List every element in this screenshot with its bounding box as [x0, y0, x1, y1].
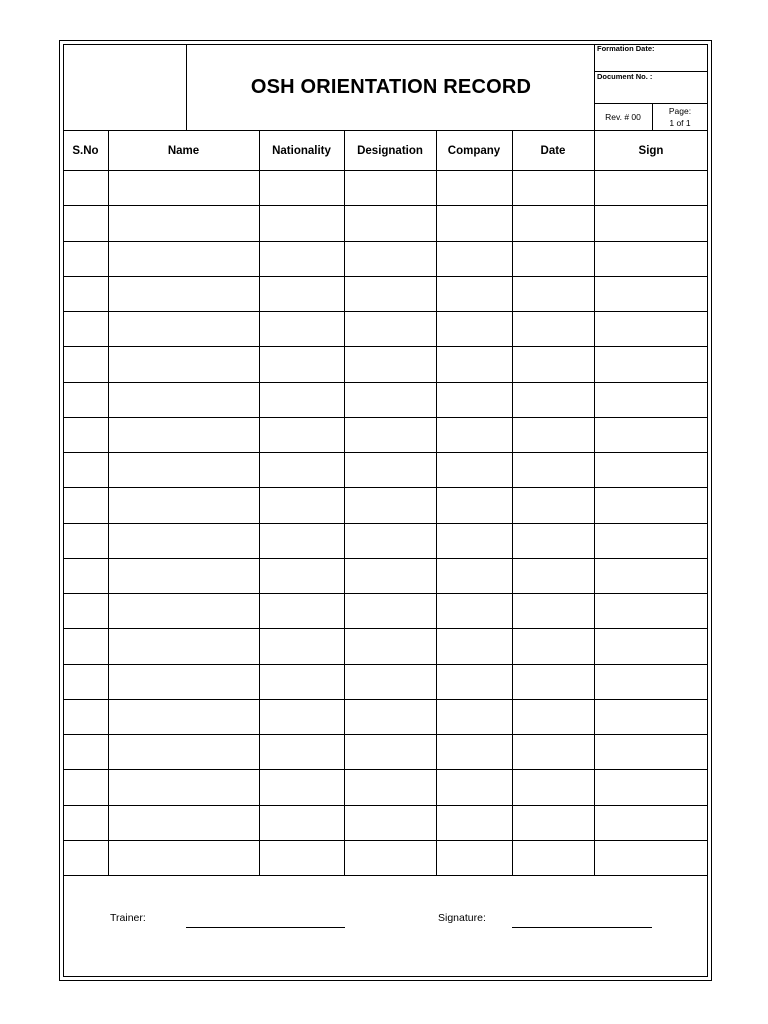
cell-date[interactable] — [513, 488, 593, 521]
trainer-name-field[interactable] — [186, 927, 345, 928]
cell-company[interactable] — [437, 206, 511, 239]
cell-sign[interactable] — [595, 488, 707, 521]
cell-nationality[interactable] — [260, 488, 343, 521]
formation-date-label: Formation Date: — [597, 44, 655, 53]
cell-name[interactable] — [109, 312, 258, 345]
cell-date[interactable] — [513, 383, 593, 416]
cell-designation[interactable] — [345, 418, 435, 451]
cell-sno[interactable] — [64, 700, 107, 733]
cell-nationality[interactable] — [260, 594, 343, 627]
cell-sno[interactable] — [64, 277, 107, 310]
cell-designation[interactable] — [345, 524, 435, 557]
cell-designation[interactable] — [345, 453, 435, 486]
cell-date[interactable] — [513, 841, 593, 874]
col-header-sign: Sign — [638, 144, 664, 157]
cell-sign[interactable] — [595, 312, 707, 345]
cell-nationality[interactable] — [260, 383, 343, 416]
cell-sign[interactable] — [595, 453, 707, 486]
cell-sign[interactable] — [595, 770, 707, 803]
cell-company[interactable] — [437, 277, 511, 310]
col-header-nationality: Nationality — [272, 144, 331, 157]
cell-company[interactable] — [437, 383, 511, 416]
cell-sign[interactable] — [595, 171, 707, 204]
cell-name[interactable] — [109, 347, 258, 380]
cell-name[interactable] — [109, 700, 258, 733]
cell-company[interactable] — [437, 171, 511, 204]
cell-name[interactable] — [109, 559, 258, 592]
trainer-signature-field[interactable] — [512, 927, 652, 928]
cell-sign[interactable] — [595, 841, 707, 874]
cell-nationality[interactable] — [260, 770, 343, 803]
cell-sign[interactable] — [595, 347, 707, 380]
col-header-date: Date — [540, 144, 566, 157]
cell-sno[interactable] — [64, 770, 107, 803]
cell-company[interactable] — [437, 559, 511, 592]
cell-date[interactable] — [513, 312, 593, 345]
signature-label: Signature: — [438, 912, 486, 924]
cell-date[interactable] — [513, 629, 593, 662]
cell-name[interactable] — [109, 418, 258, 451]
cell-nationality[interactable] — [260, 242, 343, 275]
cell-designation[interactable] — [345, 312, 435, 345]
cell-sno[interactable] — [64, 206, 107, 239]
col-header-company: Company — [447, 144, 501, 157]
cell-company[interactable] — [437, 841, 511, 874]
cell-designation[interactable] — [345, 347, 435, 380]
cell-sno[interactable] — [64, 171, 107, 204]
cell-sign[interactable] — [595, 700, 707, 733]
cell-designation[interactable] — [345, 770, 435, 803]
cell-designation[interactable] — [345, 594, 435, 627]
cell-designation[interactable] — [345, 206, 435, 239]
cell-date[interactable] — [513, 700, 593, 733]
cell-nationality[interactable] — [260, 312, 343, 345]
cell-sign[interactable] — [595, 594, 707, 627]
cell-designation[interactable] — [345, 806, 435, 839]
trainer-label: Trainer: — [110, 912, 146, 924]
cell-nationality[interactable] — [260, 277, 343, 310]
cell-designation[interactable] — [345, 735, 435, 768]
cell-company[interactable] — [437, 524, 511, 557]
cell-designation[interactable] — [345, 277, 435, 310]
cell-designation[interactable] — [345, 700, 435, 733]
cell-nationality[interactable] — [260, 559, 343, 592]
cell-date[interactable] — [513, 770, 593, 803]
cell-name[interactable] — [109, 383, 258, 416]
col-header-name: Name — [167, 144, 200, 157]
cell-sign[interactable] — [595, 277, 707, 310]
cell-designation[interactable] — [345, 665, 435, 698]
cell-nationality[interactable] — [260, 206, 343, 239]
cell-sno[interactable] — [64, 418, 107, 451]
cell-sno[interactable] — [64, 559, 107, 592]
cell-nationality[interactable] — [260, 735, 343, 768]
cell-date[interactable] — [513, 524, 593, 557]
page-number — [652, 104, 708, 131]
cell-sno[interactable] — [64, 347, 107, 380]
cell-nationality[interactable] — [260, 524, 343, 557]
cell-designation[interactable] — [345, 559, 435, 592]
page-label: Page: — [668, 106, 692, 116]
cell-sno[interactable] — [64, 594, 107, 627]
cell-name[interactable] — [109, 806, 258, 839]
cell-sno[interactable] — [64, 383, 107, 416]
cell-company[interactable] — [437, 770, 511, 803]
cell-company[interactable] — [437, 665, 511, 698]
cell-name[interactable] — [109, 665, 258, 698]
cell-date[interactable] — [513, 559, 593, 592]
cell-name[interactable] — [109, 171, 258, 204]
revision-number: Rev. # 00 — [605, 112, 641, 122]
cell-sno[interactable] — [64, 488, 107, 521]
cell-name[interactable] — [109, 277, 258, 310]
cell-company[interactable] — [437, 418, 511, 451]
cell-company[interactable] — [437, 629, 511, 662]
cell-sign[interactable] — [595, 206, 707, 239]
cell-name[interactable] — [109, 841, 258, 874]
cell-name[interactable] — [109, 524, 258, 557]
document-title: OSH ORIENTATION RECORD — [250, 75, 532, 98]
cell-date[interactable] — [513, 171, 593, 204]
cell-designation[interactable] — [345, 171, 435, 204]
cell-nationality[interactable] — [260, 700, 343, 733]
cell-nationality[interactable] — [260, 418, 343, 451]
cell-name[interactable] — [109, 453, 258, 486]
cell-sno[interactable] — [64, 312, 107, 345]
col-header-sno: S.No — [72, 144, 99, 157]
cell-company[interactable] — [437, 453, 511, 486]
cell-sno[interactable] — [64, 665, 107, 698]
cell-sno[interactable] — [64, 806, 107, 839]
cell-company[interactable] — [437, 700, 511, 733]
cell-name[interactable] — [109, 242, 258, 275]
cell-date[interactable] — [513, 206, 593, 239]
cell-sno[interactable] — [64, 629, 107, 662]
table-bottom-rule — [63, 875, 708, 876]
cell-name[interactable] — [109, 770, 258, 803]
cell-sign[interactable] — [595, 629, 707, 662]
logo-box — [63, 44, 187, 130]
cell-sno[interactable] — [64, 242, 107, 275]
cell-sno[interactable] — [64, 841, 107, 874]
cell-company[interactable] — [437, 312, 511, 345]
page-value: 1 of 1 — [669, 118, 691, 128]
cell-nationality[interactable] — [260, 665, 343, 698]
col-header-designation: Designation — [357, 144, 423, 157]
cell-sign[interactable] — [595, 524, 707, 557]
cell-nationality[interactable] — [260, 347, 343, 380]
cell-name[interactable] — [109, 594, 258, 627]
cell-company[interactable] — [437, 806, 511, 839]
cell-designation[interactable] — [345, 629, 435, 662]
cell-sno[interactable] — [64, 524, 107, 557]
cell-company[interactable] — [437, 347, 511, 380]
cell-date[interactable] — [513, 242, 593, 275]
cell-designation[interactable] — [345, 383, 435, 416]
cell-date[interactable] — [513, 665, 593, 698]
document-no-label: Document No. : — [597, 72, 653, 81]
cell-date[interactable] — [513, 418, 593, 451]
cell-sign[interactable] — [595, 559, 707, 592]
cell-sno[interactable] — [64, 453, 107, 486]
cell-nationality[interactable] — [260, 629, 343, 662]
cell-sno[interactable] — [64, 735, 107, 768]
cell-nationality[interactable] — [260, 453, 343, 486]
cell-name[interactable] — [109, 488, 258, 521]
cell-designation[interactable] — [345, 841, 435, 874]
cell-name[interactable] — [109, 629, 258, 662]
cell-company[interactable] — [437, 594, 511, 627]
cell-sign[interactable] — [595, 418, 707, 451]
cell-nationality[interactable] — [260, 841, 343, 874]
cell-date[interactable] — [513, 453, 593, 486]
cell-company[interactable] — [437, 488, 511, 521]
cell-company[interactable] — [437, 735, 511, 768]
cell-nationality[interactable] — [260, 171, 343, 204]
cell-date[interactable] — [513, 277, 593, 310]
cell-date[interactable] — [513, 347, 593, 380]
cell-sign[interactable] — [595, 383, 707, 416]
cell-date[interactable] — [513, 806, 593, 839]
cell-company[interactable] — [437, 242, 511, 275]
cell-date[interactable] — [513, 735, 593, 768]
cell-designation[interactable] — [345, 488, 435, 521]
cell-designation[interactable] — [345, 242, 435, 275]
cell-sign[interactable] — [595, 242, 707, 275]
cell-sign[interactable] — [595, 735, 707, 768]
cell-sign[interactable] — [595, 665, 707, 698]
cell-sign[interactable] — [595, 806, 707, 839]
cell-name[interactable] — [109, 735, 258, 768]
cell-name[interactable] — [109, 206, 258, 239]
cell-date[interactable] — [513, 594, 593, 627]
cell-nationality[interactable] — [260, 806, 343, 839]
